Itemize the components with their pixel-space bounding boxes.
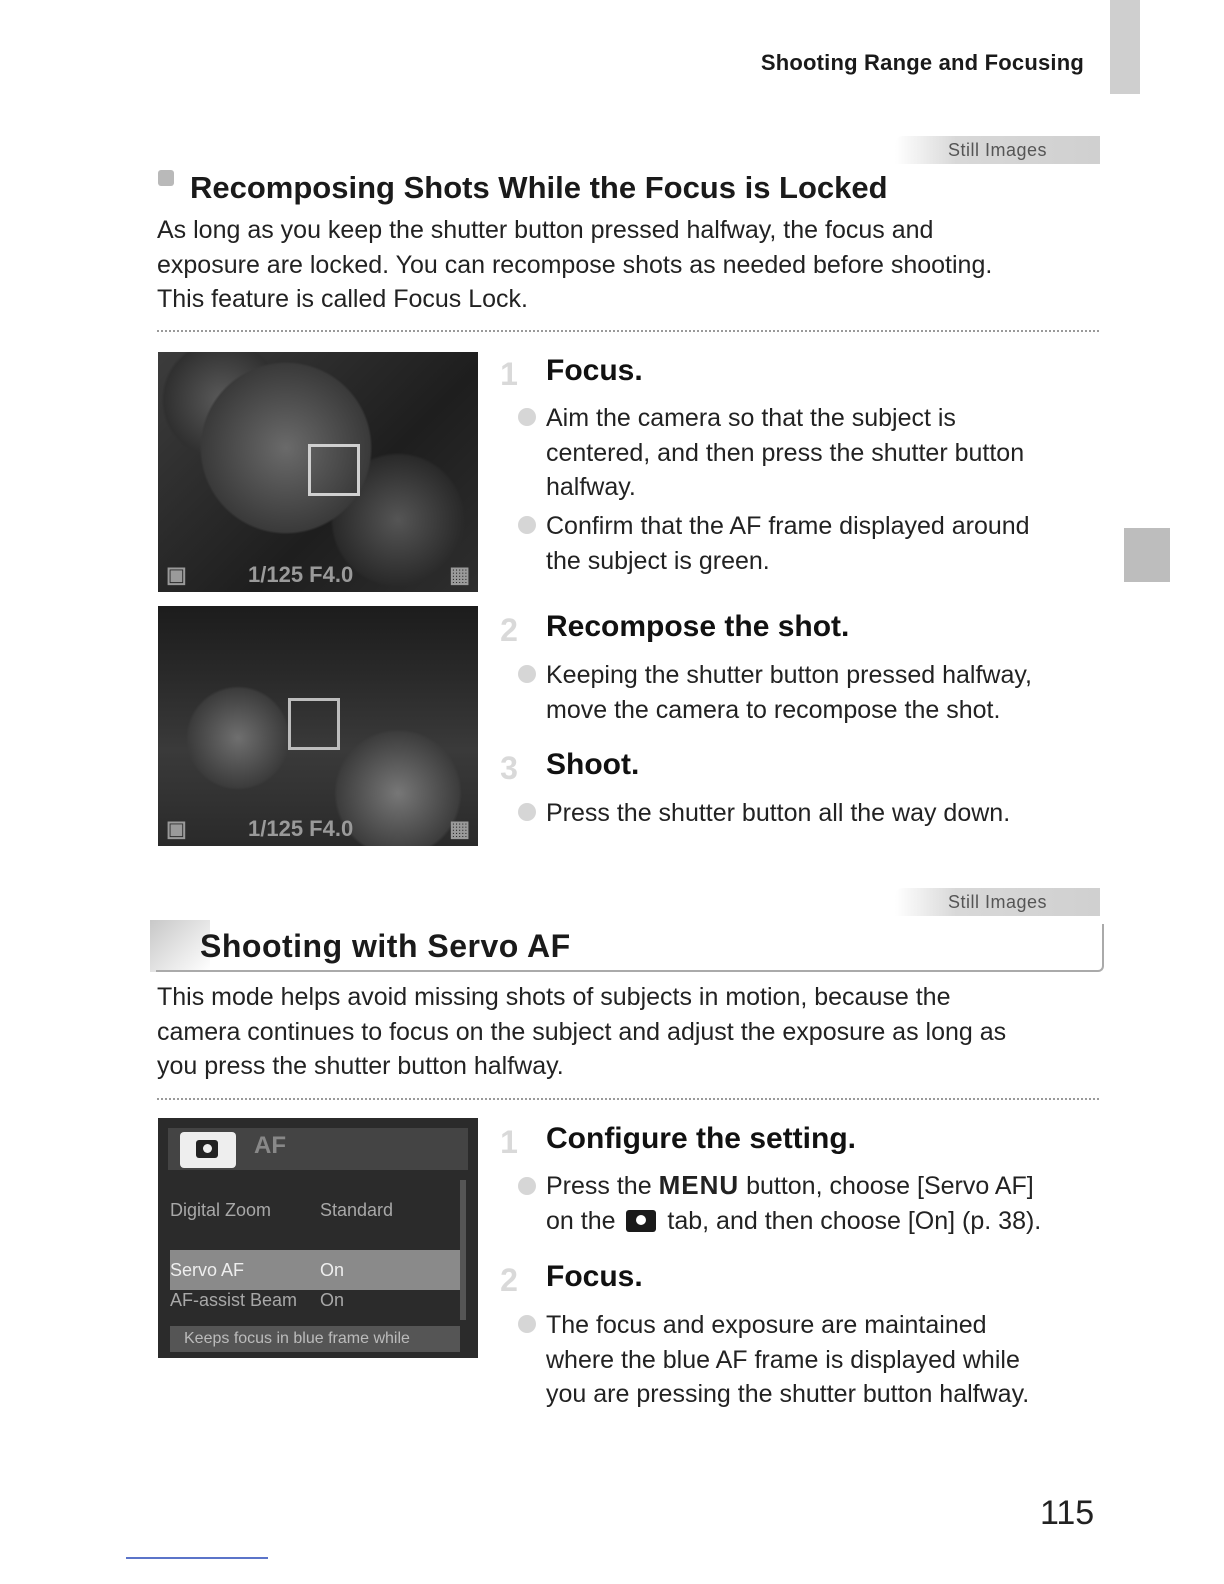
section-bullet-icon xyxy=(158,170,174,186)
bullet-line: move the camera to recompose the shot. xyxy=(546,695,1001,724)
still-images-badge: Still Images xyxy=(895,888,1100,916)
chapter-edge-marker xyxy=(1124,528,1170,582)
chapter-edge-tab xyxy=(1110,0,1140,94)
bullet-line xyxy=(546,1168,1041,1204)
step-number: 1 xyxy=(500,356,518,392)
bullet-line: The focus and exposure are maintained xyxy=(546,1311,987,1339)
step-bullet xyxy=(546,1308,1029,1412)
step-number: 2 xyxy=(500,612,518,648)
still-images-badge: Still Images xyxy=(895,136,1100,164)
exposure-readout: 1/125 F4.0 xyxy=(248,816,354,841)
text-run: Press the xyxy=(546,1172,659,1200)
mode-icon: ▣ xyxy=(166,562,187,587)
bullet-icon xyxy=(518,408,536,426)
af-tab: AF xyxy=(254,1132,286,1159)
page-number: 115 xyxy=(1040,1494,1095,1532)
recompose-example-photo xyxy=(158,606,478,846)
step-bullet xyxy=(546,796,1010,831)
bullet-icon xyxy=(518,1315,536,1333)
step-title: Configure the setting. xyxy=(546,1122,856,1155)
text-run: tab, and then choose [On] (p. 38). xyxy=(660,1206,1042,1235)
exposure-readout: 1/125 F4.0 xyxy=(248,562,354,587)
bullet-line: you are pressing the shutter button halfway. xyxy=(546,1380,1030,1408)
menu-row-label: Digital Zoom xyxy=(170,1200,272,1220)
menu-hint: Keeps focus in blue frame while xyxy=(170,1326,460,1352)
dotted-divider xyxy=(157,1098,1099,1100)
menu-row-label: AF-assist Beam xyxy=(170,1290,298,1310)
camera-menu-screenshot xyxy=(158,1118,478,1358)
step-bullet xyxy=(546,658,1032,727)
menu-scrollbar xyxy=(460,1180,466,1320)
bullet-line: Keeping the shutter button pressed halfway, xyxy=(546,661,1032,689)
menu-row-value: On xyxy=(320,1260,345,1280)
bullet-line: where the blue AF frame is displayed while xyxy=(546,1345,1020,1374)
intro-line: As long as you keep the shutter button pressed halfway, the focus and xyxy=(157,216,934,244)
menu-row-label: Servo AF xyxy=(170,1260,245,1280)
shooting-tab-icon xyxy=(626,1210,656,1232)
footer-rule xyxy=(126,1557,268,1559)
text-run: button, choose [Servo AF] xyxy=(739,1172,1034,1200)
menu-tab-bar xyxy=(168,1128,468,1170)
step-title: Shoot. xyxy=(546,748,640,781)
bullet-line xyxy=(546,1204,1041,1239)
step-bullet xyxy=(546,1168,1041,1238)
menu-row-value: On xyxy=(320,1290,345,1310)
bullet-icon xyxy=(518,803,536,821)
intro-line: exposure are locked. You can recompose shots as needed before shooting. xyxy=(157,250,993,279)
intro-line: you press the shutter button halfway. xyxy=(157,1052,564,1080)
intro-line: This mode helps avoid missing shots of subjects in motion, because the xyxy=(157,983,951,1011)
af-frame xyxy=(308,444,360,496)
shooting-tab xyxy=(180,1132,236,1168)
bullet-icon xyxy=(518,516,536,534)
menu-row xyxy=(170,1190,460,1230)
bullet-line: halfway. xyxy=(546,473,636,501)
photo-info-bar xyxy=(158,560,478,592)
iso-icon: ▦ xyxy=(449,816,470,841)
running-header: Shooting Range and Focusing xyxy=(760,50,1084,75)
intro-line: This feature is called Focus Lock. xyxy=(157,285,528,313)
bullet-icon xyxy=(518,1177,536,1195)
photo-info-bar xyxy=(158,814,478,846)
intro-paragraph xyxy=(157,980,1006,1084)
step-number: 2 xyxy=(500,1262,518,1298)
dotted-divider xyxy=(157,330,1099,332)
step-title: Focus. xyxy=(546,354,643,387)
step-title: Focus. xyxy=(546,1260,643,1293)
af-frame xyxy=(288,698,340,750)
step-title: Recompose the shot. xyxy=(546,610,850,643)
step-bullet xyxy=(546,509,1030,578)
iso-icon: ▦ xyxy=(449,562,470,587)
focus-example-photo xyxy=(158,352,478,592)
intro-line: camera continues to focus on the subject and adjust the exposure as long as xyxy=(157,1017,1007,1046)
bullet-line: Aim the camera so that the subject is xyxy=(546,404,956,432)
section-title: Recomposing Shots While the Focus is Locked xyxy=(190,170,888,205)
step-number: 1 xyxy=(500,1124,518,1160)
camera-lens-icon xyxy=(203,1144,212,1153)
bullet-icon xyxy=(518,665,536,683)
bullet-line: the subject is green. xyxy=(546,546,770,575)
text-run: on the xyxy=(546,1206,623,1235)
intro-paragraph xyxy=(157,213,992,317)
bullet-line: centered, and then press the shutter button xyxy=(546,438,1025,467)
step-number: 3 xyxy=(500,750,518,786)
menu-row-value: Standard xyxy=(320,1200,394,1220)
bullet-line: Confirm that the AF frame displayed around xyxy=(546,512,1030,540)
section-title: Shooting with Servo AF xyxy=(200,928,571,964)
bullet-line: Press the shutter button all the way down. xyxy=(546,799,1011,827)
menu-row xyxy=(170,1280,460,1320)
mode-icon: ▣ xyxy=(166,816,187,841)
step-bullet xyxy=(546,401,1024,505)
menu-button-label: MENU xyxy=(658,1170,740,1200)
